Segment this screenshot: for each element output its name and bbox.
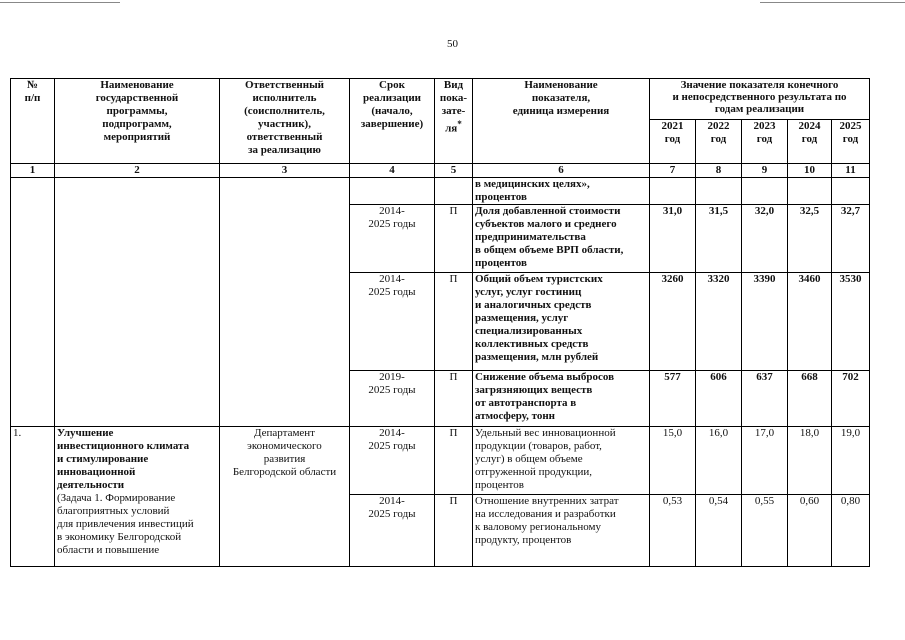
kind-cell: П — [435, 495, 473, 567]
value-cell: 668 — [788, 371, 832, 427]
value-cell: 16,0 — [696, 427, 742, 495]
column-number: 6 — [473, 164, 650, 178]
cell-empty — [220, 178, 350, 427]
value-cell: 15,0 — [650, 427, 696, 495]
term-cell — [350, 178, 435, 205]
header-responsible: Ответственный исполнитель (соисполнитель, участник), ответственный за реализацию — [220, 79, 350, 164]
header-number: № п/п — [11, 79, 55, 164]
column-number: 7 — [650, 164, 696, 178]
value-cell: 0,54 — [696, 495, 742, 567]
indicator-cell: в медицинских целях», процентов — [473, 178, 650, 205]
section-title-cell — [55, 427, 220, 567]
header-indicator-kind: Вид пока- зате- ля* — [435, 79, 473, 164]
value-cell: 32,7 — [832, 205, 870, 273]
value-cell: 702 — [832, 371, 870, 427]
table-row — [11, 178, 870, 205]
page-number: 50 — [447, 38, 458, 50]
value-cell: 637 — [742, 371, 788, 427]
column-number: 3 — [220, 164, 350, 178]
scan-edge-line-right — [760, 2, 905, 3]
header-values: Значение показателя конечного и непосредственного результата по годам реализации — [650, 79, 870, 120]
section-title: Улучшение инвестиционного климата и стимулирование инновационной деятельности — [57, 427, 190, 491]
term-cell: 2014- 2025 годы — [350, 495, 435, 567]
term-cell: 2014- 2025 годы — [350, 205, 435, 273]
header-year: 2021 год — [650, 120, 696, 164]
kind-cell: П — [435, 427, 473, 495]
column-number: 11 — [832, 164, 870, 178]
column-number: 1 — [11, 164, 55, 178]
cell-empty — [11, 178, 55, 427]
value-cell: 17,0 — [742, 427, 788, 495]
value-cell: 3260 — [650, 273, 696, 371]
column-number: 2 — [55, 164, 220, 178]
indicator-table — [10, 78, 870, 567]
value-cell — [650, 178, 696, 205]
column-number: 9 — [742, 164, 788, 178]
column-number-row — [11, 164, 870, 178]
kind-cell: П — [435, 371, 473, 427]
value-cell: 606 — [696, 371, 742, 427]
indicator-cell: Снижение объема выбросов загрязняющих веществ от автотранспорта в атмосферу, тонн — [473, 371, 650, 427]
value-cell: 3530 — [832, 273, 870, 371]
value-cell: 19,0 — [832, 427, 870, 495]
header-year: 2025 год — [832, 120, 870, 164]
indicator-cell: Общий объем туристских услуг, услуг гостиниц и аналогичных средств размещения, услуг специализированных коллективных средств размещения, млн рублей — [473, 273, 650, 371]
term-cell: 2019- 2025 годы — [350, 371, 435, 427]
kind-cell — [435, 178, 473, 205]
value-cell — [788, 178, 832, 205]
value-cell: 0,53 — [650, 495, 696, 567]
value-cell — [696, 178, 742, 205]
section-responsible: Департамент экономического развития Белгородской области — [220, 427, 350, 567]
indicator-cell: Удельный вес инновационной продукции (товаров, работ, услуг) в общем объеме отгруженной продукции, процентов — [473, 427, 650, 495]
header-year: 2024 год — [788, 120, 832, 164]
value-cell: 0,80 — [832, 495, 870, 567]
term-cell: 2014- 2025 годы — [350, 427, 435, 495]
value-cell: 0,55 — [742, 495, 788, 567]
value-cell: 18,0 — [788, 427, 832, 495]
scan-edge-line-left — [0, 2, 120, 3]
value-cell: 31,5 — [696, 205, 742, 273]
column-number: 10 — [788, 164, 832, 178]
header-term: Срок реализации (начало, завершение) — [350, 79, 435, 164]
value-cell: 577 — [650, 371, 696, 427]
value-cell: 3460 — [788, 273, 832, 371]
value-cell: 3390 — [742, 273, 788, 371]
section-task: (Задача 1. Формирование благоприятных условий для привлечения инвестиций в экономику Белгородской области и повышение — [57, 492, 194, 556]
indicator-cell: Доля добавленной стоимости субъектов малого и среднего предпринимательства в общем объеме ВРП области, процентов — [473, 205, 650, 273]
column-number: 8 — [696, 164, 742, 178]
table-row — [11, 427, 870, 495]
value-cell: 3320 — [696, 273, 742, 371]
footnote-mark: * — [457, 119, 462, 129]
header-indicator-name: Наименование показателя, единица измерения — [473, 79, 650, 164]
indicator-cell: Отношение внутренних затрат на исследования и разработки к валовому региональному продукту, процентов — [473, 495, 650, 567]
value-cell — [832, 178, 870, 205]
value-cell: 32,0 — [742, 205, 788, 273]
kind-cell: П — [435, 205, 473, 273]
header-year: 2023 год — [742, 120, 788, 164]
value-cell: 0,60 — [788, 495, 832, 567]
header-year: 2022 год — [696, 120, 742, 164]
value-cell: 31,0 — [650, 205, 696, 273]
value-cell: 32,5 — [788, 205, 832, 273]
column-number: 4 — [350, 164, 435, 178]
value-cell — [742, 178, 788, 205]
term-cell: 2014- 2025 годы — [350, 273, 435, 371]
cell-empty — [55, 178, 220, 427]
column-number: 5 — [435, 164, 473, 178]
section-number: 1. — [11, 427, 55, 567]
kind-cell: П — [435, 273, 473, 371]
header-program-name: Наименование государственной программы, подпрограмм, мероприятий — [55, 79, 220, 164]
